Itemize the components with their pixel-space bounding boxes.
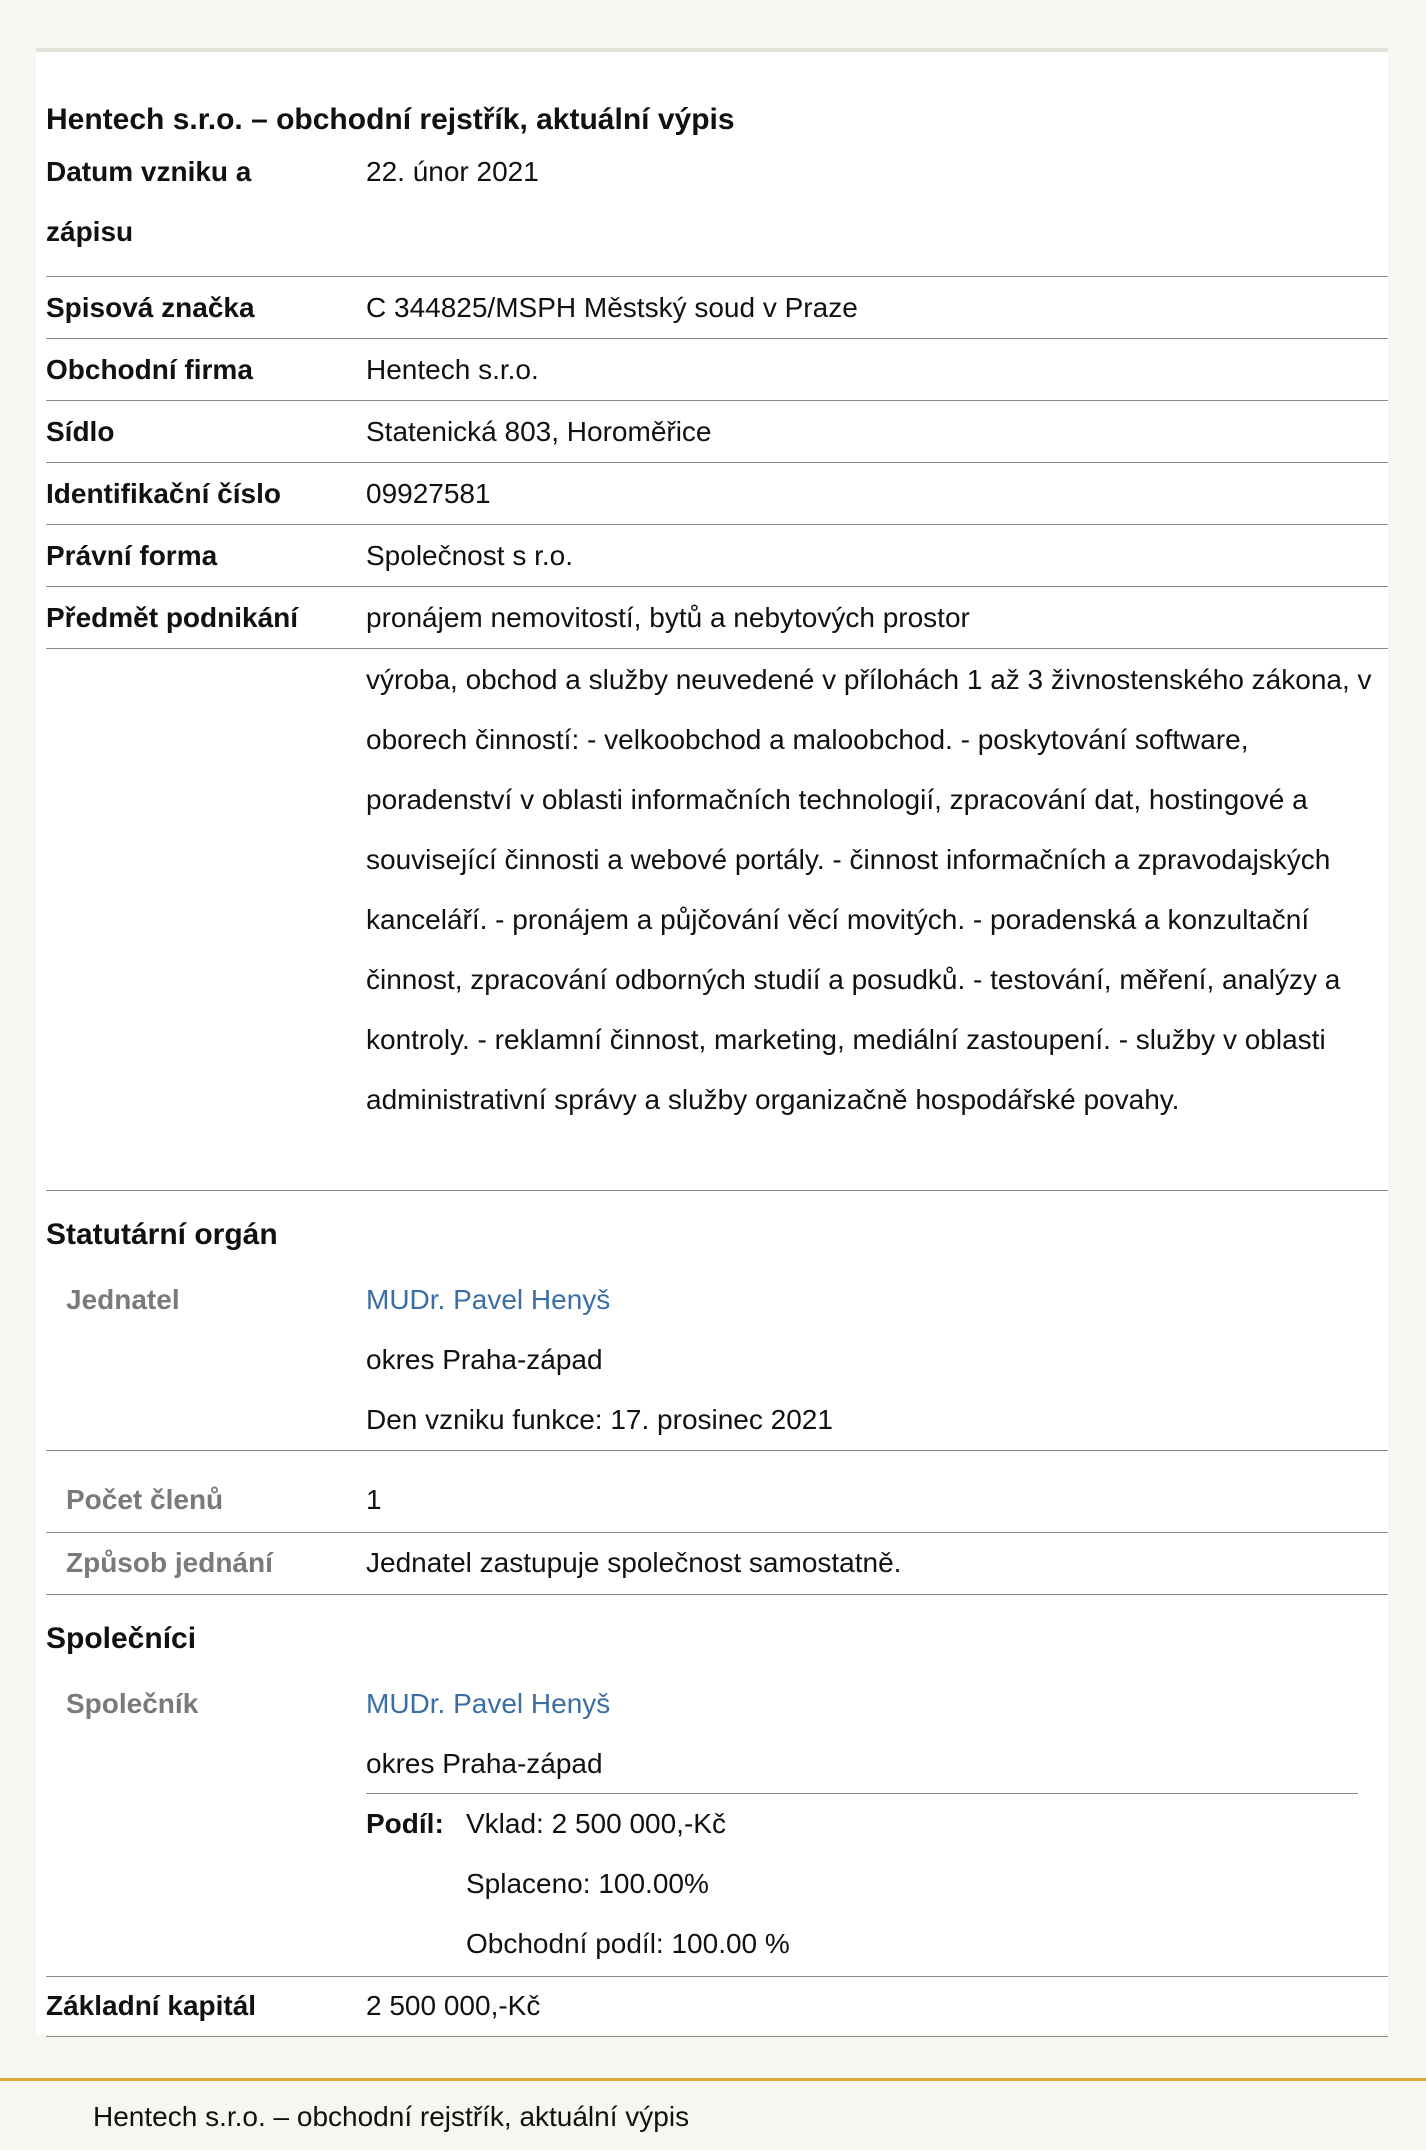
label-pocet: Počet členů <box>66 1484 224 1515</box>
divider <box>46 648 1388 649</box>
register-card <box>36 48 1388 2034</box>
divider <box>46 338 1388 339</box>
divider <box>46 524 1388 525</box>
value-forma: Společnost s r.o. <box>366 540 574 571</box>
label-firma: Obchodní firma <box>46 354 253 385</box>
jednatel-funkce: Den vzniku funkce: 17. prosinec 2021 <box>366 1404 833 1435</box>
page-title: Hentech s.r.o. – obchodní rejstřík, aktuální výpis <box>46 103 735 136</box>
value-pocet: 1 <box>366 1484 382 1515</box>
podil-label: Podíl: <box>366 1808 444 1839</box>
label-sidlo: Sídlo <box>46 416 115 447</box>
label-jednatel: Jednatel <box>66 1284 180 1315</box>
section-spolecnici: Společníci <box>46 1622 197 1655</box>
label-kapital: Základní kapitál <box>46 1990 257 2021</box>
podil-obchodni: Obchodní podíl: 100.00 % <box>466 1928 790 1959</box>
value-predmet-1: pronájem nemovitostí, bytů a nebytových prostor <box>366 602 970 633</box>
value-zpusob: Jednatel zastupuje společnost samostatně. <box>366 1547 902 1578</box>
divider <box>46 276 1388 277</box>
label-ico: Identifikační číslo <box>46 478 281 509</box>
podil-vklad: Vklad: 2 500 000,-Kč <box>466 1808 726 1839</box>
label-spisova: Spisová značka <box>46 292 255 323</box>
divider <box>46 462 1388 463</box>
value-kapital: 2 500 000,-Kč <box>366 1990 541 2021</box>
value-datum: 22. únor 2021 <box>366 156 539 187</box>
jednatel-name-link[interactable] <box>366 1270 1374 1330</box>
value-firma: Hentech s.r.o. <box>366 354 539 385</box>
divider <box>46 1594 1388 1595</box>
divider <box>46 400 1388 401</box>
spolecnik-name[interactable]: MUDr. Pavel Henyš <box>366 1688 611 1719</box>
footer-text: Hentech s.r.o. – obchodní rejstřík, aktuální výpis <box>93 2101 690 2132</box>
section-statutarni: Statutární orgán <box>46 1218 278 1251</box>
label-datum: Datum vzniku a zápisu <box>46 156 252 247</box>
divider <box>46 1450 1388 1451</box>
label-predmet: Předmět podnikání <box>46 602 299 633</box>
label-spolecnik: Společník <box>66 1688 199 1719</box>
divider <box>46 586 1388 587</box>
label-forma: Právní forma <box>46 540 218 571</box>
value-predmet-2: výroba, obchod a služby neuvedené v přílohách 1 až 3 živnostenského zákona, v oborech činností: - velkoobchod a maloobchod. - poskytování software, poradenství v oblasti informačních technologií, zpracování dat, hostingové a související činnosti a webové portály. - činnost informačních a zpravodajských kanceláří. - pronájem a půjčování věcí movitých. - poradenská a konzultační činnost, zpracování odborných studií a posudků. - testování, měření, analýzy a kontroly. - reklamní činnost, marketing, mediální zastoupení. - služby v oblasti administrativní správy a služby organizačně hospodářské povahy. <box>366 664 1372 1115</box>
spolecnik-name-link[interactable] <box>366 1674 1374 1734</box>
value-ico: 09927581 <box>366 478 491 509</box>
value-sidlo: Statenická 803, Horoměřice <box>366 416 712 447</box>
jednatel-okres: okres Praha-západ <box>366 1344 603 1375</box>
label-zpusob: Způsob jednání <box>66 1547 273 1578</box>
value-spisova: C 344825/MSPH Městský soud v Praze <box>366 292 858 323</box>
divider <box>46 1190 1388 1191</box>
divider <box>46 2036 1388 2037</box>
podil-splaceno: Splaceno: 100.00% <box>466 1868 709 1899</box>
spolecnik-okres: okres Praha-západ <box>366 1748 603 1779</box>
jednatel-name[interactable]: MUDr. Pavel Henyš <box>366 1284 611 1315</box>
footer-divider <box>0 2078 1426 2081</box>
